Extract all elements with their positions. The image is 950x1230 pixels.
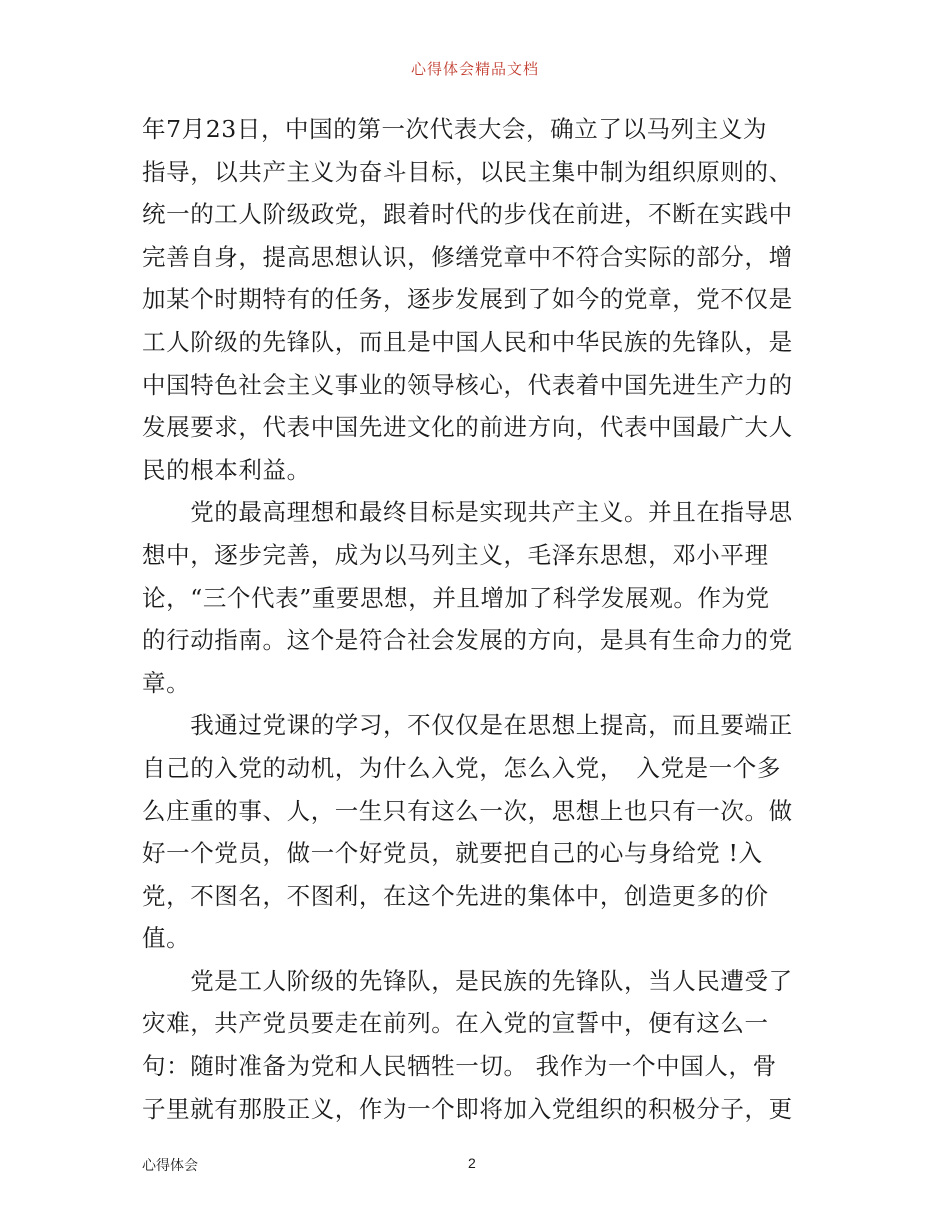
text-line: 年7月23日，中国的第一次代表大会，确立了以马列主义为 [142, 115, 768, 143]
text-line: 指导，以共产主义为奋斗目标，以民主集中制为组织原则的、 [142, 157, 793, 186]
text-line: 论，“三个代表”重要思想，并且增加了科学发展观。作为党 [142, 583, 770, 612]
text-line: 工人阶级的先锋队，而且是中国人民和中华民族的先锋队，是 [142, 327, 793, 356]
text-line: 子里就有那股正义，作为一个即将加入党组织的积极分子，更 [142, 1094, 793, 1123]
text-line: 完善自身，提高思想认识，修缮党章中不符合实际的部分，增 [142, 242, 793, 271]
page-header-title: 心得体会精品文档 [410, 60, 539, 78]
text-line: 统一的工人阶级政党，跟着时代的步伐在前进，不断在实践中 [142, 200, 793, 229]
document-body [142, 108, 812, 1130]
text-line: 加某个时期特有的任务，逐步发展到了如今的党章，党不仅是 [142, 285, 793, 314]
text-line: 章。 [142, 668, 191, 697]
text-line: 中国特色社会主义事业的领导核心，代表着中国先进生产力的 [142, 370, 793, 399]
text-line: 我通过党课的学习，不仅仅是在思想上提高，而且要端正 [142, 711, 793, 740]
text-line: 自己的入党的动机，为什么入党，怎么入党， 入党是一个多 [142, 753, 781, 782]
text-line: 发展要求，代表中国先进文化的前进方向，代表中国最广大人 [142, 413, 793, 442]
text-line: 么庄重的事、人，一生只有这么一次，思想上也只有一次。做 [142, 796, 793, 825]
text-line: 的行动指南。这个是符合社会发展的方向，是具有生命力的党 [142, 626, 793, 655]
text-line: 党是工人阶级的先锋队，是民族的先锋队，当人民遭受了 [142, 966, 793, 995]
page-number: 2 [468, 1155, 476, 1171]
text-line: 好一个党员，做一个好党员，就要把自己的心与身给党 !入 [142, 839, 763, 868]
text-line: 值。 [142, 924, 191, 953]
text-line: 民的根本利益。 [142, 455, 311, 484]
footer-label: 心得体会 [142, 1158, 198, 1174]
text-line: 灾难，共产党员要走在前列。在入党的宣誓中，便有这么一 [142, 1009, 769, 1038]
text-line: 党，不图名，不图利，在这个先进的集体中，创造更多的价 [142, 881, 769, 910]
text-line: 句：随时准备为党和人民牺牲一切。 我作为一个中国人，骨 [142, 1052, 777, 1081]
text-line: 党的最高理想和最终目标是实现共产主义。并且在指导思 [142, 498, 793, 527]
text-line: 想中，逐步完善，成为以马列主义，毛泽东思想，邓小平理 [142, 540, 769, 569]
